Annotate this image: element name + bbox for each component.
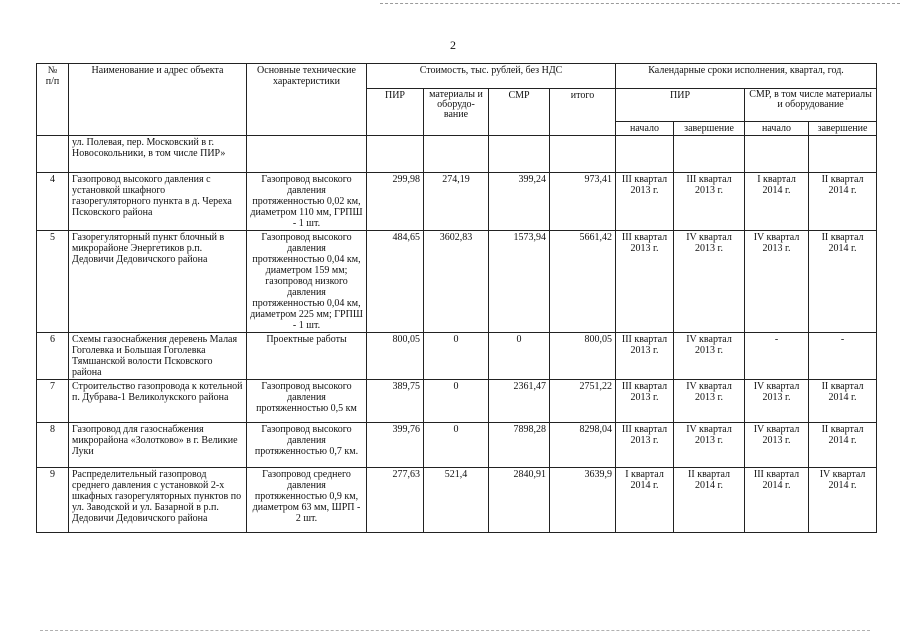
cell-pir: 399,76 — [367, 423, 424, 468]
cell-num: 5 — [37, 231, 69, 333]
scan-edge-top — [380, 3, 900, 4]
cell-num: 8 — [37, 423, 69, 468]
cell-num: 7 — [37, 380, 69, 423]
col-header-total: итого — [550, 89, 616, 136]
cell-pir: 299,98 — [367, 173, 424, 231]
col-header-pir-end: завершение — [674, 122, 745, 136]
cell-num: 6 — [37, 333, 69, 380]
col-header-schedule-group: Календарные сроки исполнения, квартал, год. — [616, 64, 877, 89]
cell-pir-end: III квартал 2013 г. — [674, 173, 745, 231]
cell-total: 800,05 — [550, 333, 616, 380]
table-row — [37, 468, 877, 533]
cell-tech: Проектные работы — [247, 333, 367, 380]
cell-smr-end: - — [809, 333, 877, 380]
cell-pir-end: IV квартал 2013 г. — [674, 231, 745, 333]
col-header-smr-start: начало — [745, 122, 809, 136]
cell-smr-start: IV квартал 2013 г. — [745, 423, 809, 468]
cell-name: Газопровод высокого давления с установкой шкафного газорегуляторного пункта в д. Череха Псковского района — [69, 173, 247, 231]
cell-pir: 389,75 — [367, 380, 424, 423]
cell-pir-end: IV квартал 2013 г. — [674, 380, 745, 423]
cell-smr-end: IV квартал 2014 г. — [809, 468, 877, 533]
cell-total: 2751,22 — [550, 380, 616, 423]
cell-tech: Газопровод высокого давления протяженностью 0,04 км, диаметром 159 мм; газопровод низкого давления протяженностью 0,04 км, диаметром 225 мм; ГРПШ - 1 шт. — [247, 231, 367, 333]
cell-name: Газопровод для газоснабжения микрорайона «Золотково» в г. Великие Луки — [69, 423, 247, 468]
table-row — [37, 173, 877, 231]
cell-smr-start: IV квартал 2013 г. — [745, 380, 809, 423]
col-header-num: № п/п — [37, 64, 69, 136]
col-header-sched-pir: ПИР — [616, 89, 745, 122]
cell-num: 4 — [37, 173, 69, 231]
col-header-sched-smr: СМР, в том числе материалы и оборудование — [745, 89, 877, 122]
objects-table — [36, 63, 877, 533]
cell-total: 8298,04 — [550, 423, 616, 468]
col-header-name: Наименование и адрес объекта — [69, 64, 247, 136]
cell-pir-start: III квартал 2013 г. — [616, 380, 674, 423]
cell-pir-start: III квартал 2013 г. — [616, 423, 674, 468]
cell-pir: 800,05 — [367, 333, 424, 380]
cell-pir-end: II квартал 2014 г. — [674, 468, 745, 533]
cell-num — [37, 136, 69, 173]
col-header-smr-end: завершение — [809, 122, 877, 136]
cell-smr: 0 — [489, 333, 550, 380]
page-number: 2 — [450, 38, 456, 52]
cell-total: 3639,9 — [550, 468, 616, 533]
table-row — [37, 380, 877, 423]
cell-name: Распределительный газопровод среднего давления с установкой 2-х шкафных газорегуляторных пунктов по ул. Заводской и ул. Базарной в р.п. Дедовичи Дедовичского района — [69, 468, 247, 533]
col-header-smr: СМР — [489, 89, 550, 136]
cell-materials: 0 — [424, 423, 489, 468]
cell-smr-start: III квартал 2014 г. — [745, 468, 809, 533]
table-row — [37, 231, 877, 333]
cell-materials: 0 — [424, 333, 489, 380]
cell-smr-end: II квартал 2014 г. — [809, 173, 877, 231]
col-header-pir: ПИР — [367, 89, 424, 136]
cell-pir: 484,65 — [367, 231, 424, 333]
cell-name: Схемы газоснабжения деревень Малая Гоголевка и Большая Гоголевка Тямшанской волости Псковского района — [69, 333, 247, 380]
cell-pir-start: I квартал 2014 г. — [616, 468, 674, 533]
cell-num: 9 — [37, 468, 69, 533]
cell-tech: Газопровод среднего давления протяженностью 0,9 км, диаметром 63 мм, ШРП - 2 шт. — [247, 468, 367, 533]
cell-pir-end: IV квартал 2013 г. — [674, 333, 745, 380]
cell-name: Газорегуляторный пункт блочный в микрорайоне Энергетиков р.п. Дедовичи Дедовичского района — [69, 231, 247, 333]
cell-materials: 274,19 — [424, 173, 489, 231]
col-header-materials: материалы и оборудо-вание — [424, 89, 489, 136]
cell-smr-start: - — [745, 333, 809, 380]
cell-smr: 2840,91 — [489, 468, 550, 533]
col-header-cost-group: Стоимость, тыс. рублей, без НДС — [367, 64, 616, 89]
cell-smr: 1573,94 — [489, 231, 550, 333]
cell-tech: Газопровод высокого давления протяженностью 0,7 км. — [247, 423, 367, 468]
cell-name: ул. Полевая, пер. Московский в г. Новосокольники, в том числе ПИР» — [69, 136, 247, 173]
cell-smr: 7898,28 — [489, 423, 550, 468]
cell-pir: 277,63 — [367, 468, 424, 533]
scan-edge-bottom — [40, 630, 870, 631]
cell-smr: 399,24 — [489, 173, 550, 231]
cell-smr-start: IV квартал 2013 г. — [745, 231, 809, 333]
cell-materials: 3602,83 — [424, 231, 489, 333]
cell-smr-end: II квартал 2014 г. — [809, 423, 877, 468]
cell-pir-end: IV квартал 2013 г. — [674, 423, 745, 468]
cell-materials: 0 — [424, 380, 489, 423]
col-header-pir-start: начало — [616, 122, 674, 136]
table-row — [37, 333, 877, 380]
table-row-continued — [37, 136, 877, 173]
cell-tech: Газопровод высокого давления протяженностью 0,02 км, диаметром 110 мм, ГРПШ - 1 шт. — [247, 173, 367, 231]
cell-pir-start: III квартал 2013 г. — [616, 231, 674, 333]
cell-pir-start: III квартал 2013 г. — [616, 173, 674, 231]
cell-name: Строительство газопровода к котельной п. Дубрава-1 Великолукского района — [69, 380, 247, 423]
cell-total: 5661,42 — [550, 231, 616, 333]
cell-pir-start: III квартал 2013 г. — [616, 333, 674, 380]
cell-smr-start: I квартал 2014 г. — [745, 173, 809, 231]
col-header-tech: Основные технические характеристики — [247, 64, 367, 136]
cell-smr: 2361,47 — [489, 380, 550, 423]
cell-smr-end: II квартал 2014 г. — [809, 231, 877, 333]
cell-materials: 521,4 — [424, 468, 489, 533]
cell-total: 973,41 — [550, 173, 616, 231]
table-row — [37, 423, 877, 468]
cell-tech: Газопровод высокого давления протяженностью 0,5 км — [247, 380, 367, 423]
cell-smr-end: II квартал 2014 г. — [809, 380, 877, 423]
header-row-1 — [37, 64, 877, 89]
